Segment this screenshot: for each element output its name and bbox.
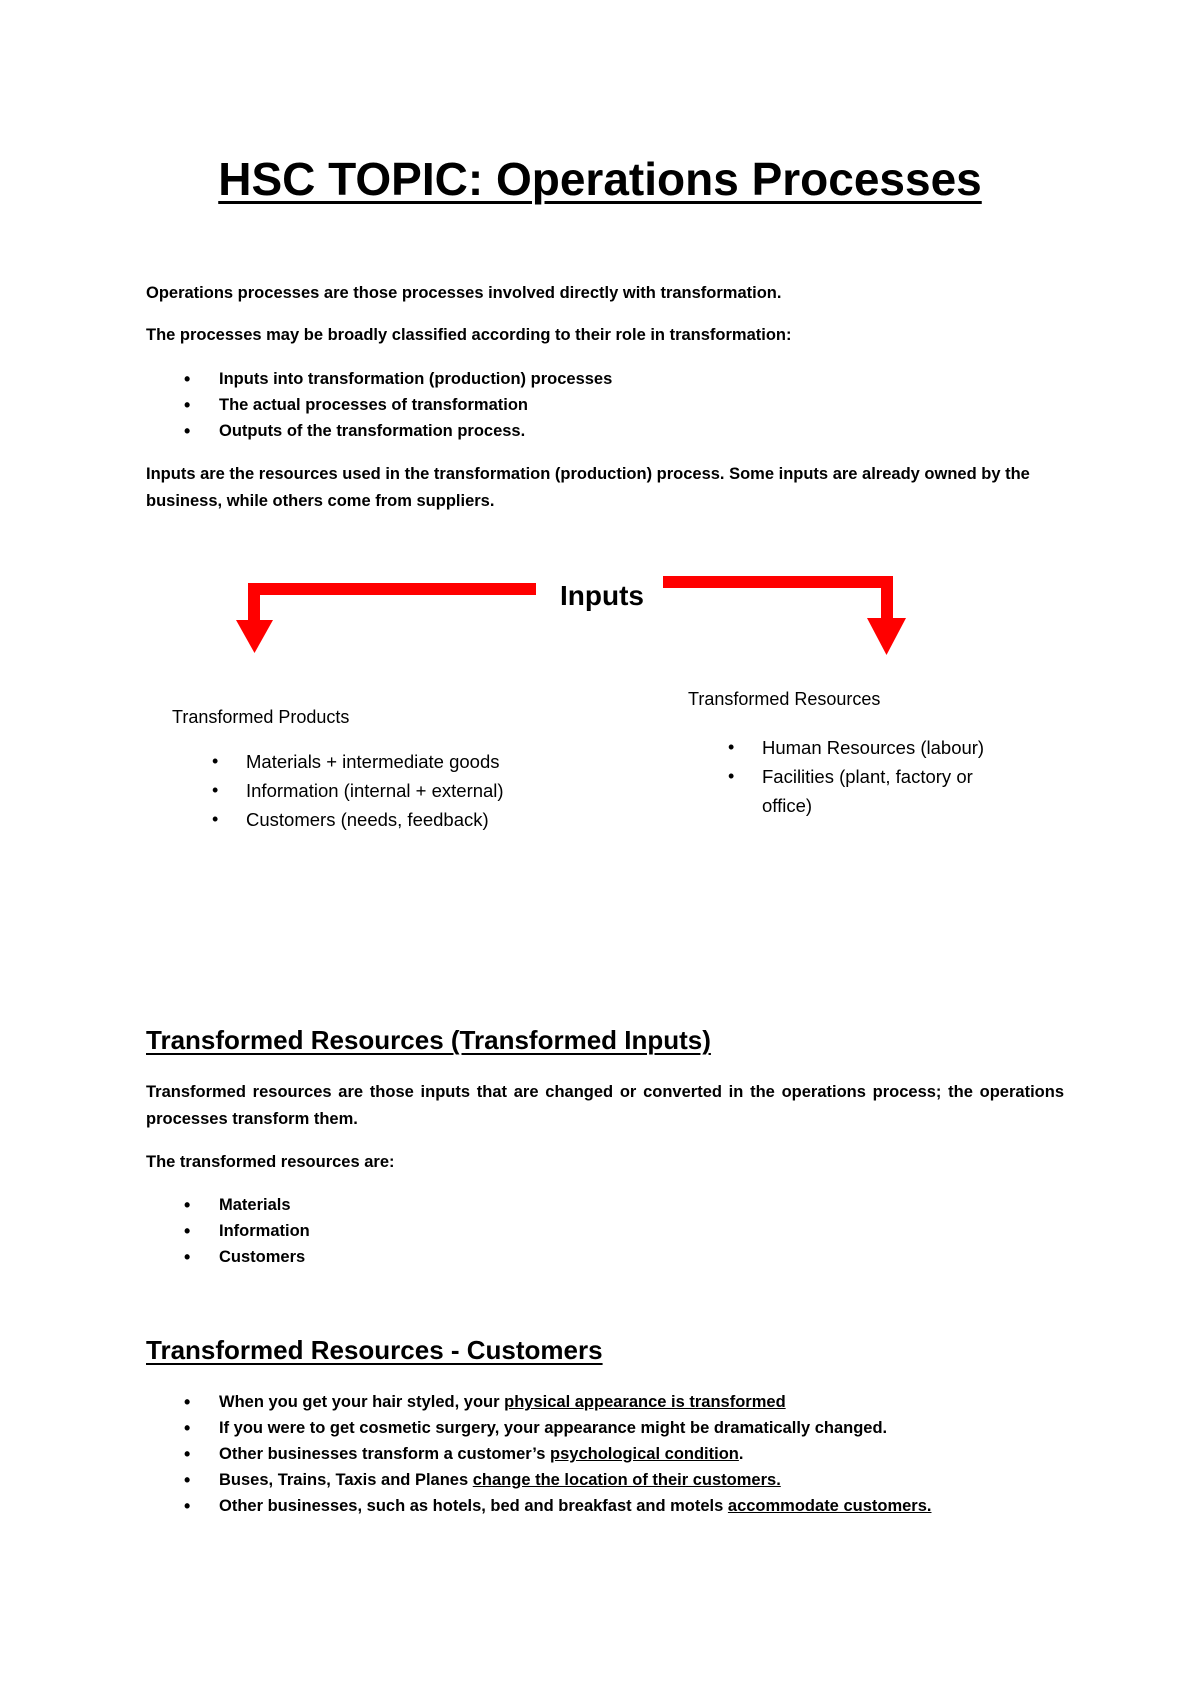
- section1-lead: The transformed resources are:: [146, 1153, 395, 1171]
- bullet-icon: •: [184, 1496, 191, 1516]
- list-item: • Materials: [146, 1192, 310, 1218]
- left-arrow-icon: [236, 583, 536, 653]
- bullet-icon: •: [184, 369, 191, 389]
- intro-line-1: Operations processes are those processes involved directly with transformation.: [146, 284, 782, 302]
- bullet-icon: •: [728, 766, 735, 786]
- bullet-icon: •: [184, 1221, 191, 1241]
- underlined-phrase: psychological condition: [550, 1445, 739, 1463]
- bullet-icon: •: [212, 809, 219, 829]
- list-item: • If you were to get cosmetic surgery, your appearance might be dramatically changed.: [146, 1415, 931, 1441]
- transformed-products-title: Transformed Products: [172, 707, 350, 727]
- bullet-icon: •: [184, 1444, 191, 1464]
- list-item: • Buses, Trains, Taxis and Planes change the location of their customers.: [146, 1467, 931, 1493]
- bullet-icon: •: [184, 421, 191, 441]
- bullet-icon: •: [184, 1418, 191, 1438]
- bullet-icon: •: [184, 1392, 191, 1412]
- list-item: • Outputs of the transformation process.: [146, 418, 612, 444]
- section2-list: [146, 1389, 931, 1519]
- transformed-products-list: [206, 747, 536, 834]
- section-heading-transformed-inputs: Transformed Resources (Transformed Inputs): [146, 1025, 711, 1055]
- list-item: • Information (internal + external): [206, 776, 536, 805]
- bullet-icon: •: [728, 737, 735, 757]
- inputs-paragraph: Inputs are the resources used in the transformation (production) process. Some inputs are already owned by the business, while others come from suppliers.: [146, 465, 1030, 510]
- list-item: • Information: [146, 1218, 310, 1244]
- bullet-icon: •: [212, 751, 219, 771]
- list-item: • When you get your hair styled, your physical appearance is transformed: [146, 1389, 931, 1415]
- list-item: • Facilities (plant, factory or office): [722, 762, 1012, 820]
- bullet-icon: •: [184, 1247, 191, 1267]
- list-item: • Materials + intermediate goods: [206, 747, 536, 776]
- intro-line-2: The processes may be broadly classified according to their role in transformation:: [146, 326, 792, 344]
- underlined-phrase: physical appearance is transformed: [504, 1393, 786, 1411]
- list-item: • The actual processes of transformation: [146, 392, 612, 418]
- list-item: • Customers: [146, 1244, 310, 1270]
- underlined-phrase: change the location of their customers.: [472, 1471, 781, 1489]
- inputs-label: Inputs: [560, 580, 644, 611]
- list-item: • Customers (needs, feedback): [206, 805, 536, 834]
- transformed-resources-list: [722, 733, 1012, 820]
- list-item: • Other businesses transform a customer’s psychological condition.: [146, 1441, 931, 1467]
- section1-list: [146, 1192, 310, 1270]
- list-item: • Inputs into transformation (production) processes: [146, 366, 612, 392]
- underlined-phrase: accommodate customers.: [727, 1497, 932, 1515]
- bullet-icon: •: [184, 395, 191, 415]
- section-heading-customers: Transformed Resources - Customers: [146, 1335, 603, 1365]
- right-arrow-icon: [663, 576, 906, 655]
- page-title: HSC TOPIC: Operations Processes: [218, 153, 982, 205]
- transformed-resources-title: Transformed Resources: [688, 689, 881, 709]
- bullet-icon: •: [184, 1195, 191, 1215]
- section1-paragraph: Transformed resources are those inputs that are changed or converted in the operations process; the operations processes transform them.: [146, 1083, 1064, 1128]
- list-item: • Human Resources (labour): [722, 733, 1012, 762]
- bullet-icon: •: [212, 780, 219, 800]
- list-item: • Other businesses, such as hotels, bed and breakfast and motels accommodate customers.: [146, 1493, 931, 1519]
- bullet-icon: •: [184, 1470, 191, 1490]
